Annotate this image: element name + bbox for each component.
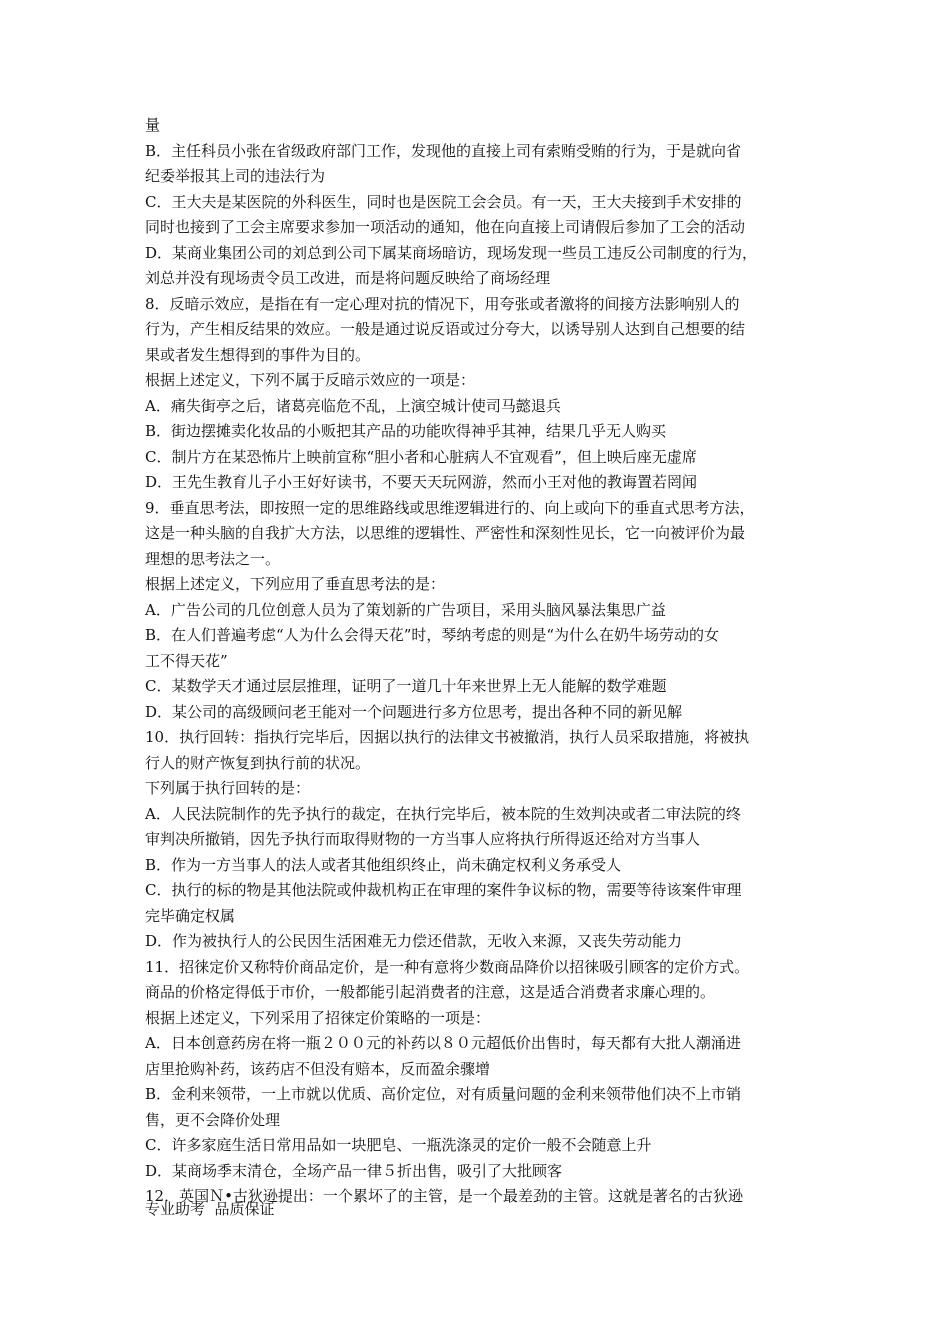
text-line: C．执行的标的物是其他法院或仲裁机构正在审理的案件争议标的物，需要等待该案件审理 bbox=[145, 881, 742, 899]
text-line: 根据上述定义，下列不属于反暗示效应的一项是： bbox=[145, 371, 476, 389]
text-line: A．日本创意药房在将一瓶２００元的补药以８０元超低价出售时，每天都有大批人潮涌进 bbox=[145, 1034, 741, 1052]
text-line: C．制片方在某恐怖片上映前宣称“胆小者和心脏病人不宜观看”，但上映后座无虚席 bbox=[145, 447, 697, 466]
text-line: 11．招徕定价又称特价商品定价，是一种有意将少数商品降价以招徕吸引顾客的定价方式。 bbox=[145, 957, 750, 976]
text-line: D．某商场季末清仓，全场产品一律５折出售，吸引了大批顾客 bbox=[145, 1161, 563, 1180]
text-line: 10．执行回转：指执行完毕后，因据以执行的法律文书被撤消，执行人员采取措施，将被执 bbox=[145, 728, 750, 746]
document-body bbox=[145, 113, 811, 1210]
text-line: 行人的财产恢复到执行前的状况。 bbox=[145, 753, 371, 772]
text-line: B．主任科员小张在省级政府部门工作，发现他的直接上司有索贿受贿的行为，于是就向省 bbox=[145, 141, 742, 160]
text-line: C．许多家庭生活日常用品如一块肥皂、一瓶洗涤灵的定价一般不会随意上升 bbox=[145, 1136, 652, 1154]
text-line: 同时也接到了工会主席要求参加一项活动的通知，他在向直接上司请假后参加了工会的活动 bbox=[145, 218, 746, 236]
text-line: 审判决所撤销，因先予执行而取得财物的一方当事人应将执行所得返还给对方当事人 bbox=[145, 830, 701, 848]
text-line: 根据上述定义，下列采用了招徕定价策略的一项是： bbox=[145, 1008, 491, 1027]
text-line: 完毕确定权属 bbox=[145, 906, 236, 925]
text-line: 纪委举报其上司的违法行为 bbox=[145, 167, 326, 185]
text-line: C．某数学天才通过层层推理，证明了一道几十年来世界上无人能解的数学难题 bbox=[145, 677, 667, 695]
text-line: B．作为一方当事人的法人或者其他组织终止，尚未确定权利义务承受人 bbox=[145, 855, 622, 874]
text-line: 售，更不会降价处理 bbox=[145, 1110, 281, 1129]
text-line: 9．垂直思考法，即按照一定的思维路线或思维逻辑进行的、向上或向下的垂直式思考方法， bbox=[145, 498, 755, 517]
text-line: 行为，产生相反结果的效应。一般是通过说反语或过分夸大，以诱导别人达到自己想要的结 bbox=[145, 320, 746, 338]
text-line: 根据上述定义，下列应用了垂直思考法的是： bbox=[145, 575, 446, 593]
text-line: D．某商业集团公司的刘总到公司下属某商场暗访，现场发现一些员工违反公司制度的行为， bbox=[145, 243, 758, 262]
text-line: A．人民法院制作的先予执行的裁定，在执行完毕后，被本院的生效判决或者二审法院的终 bbox=[145, 804, 741, 823]
text-line: B．在人们普遍考虑“人为什么会得天花”时，琴纳考虑的则是“为什么在奶牛场劳动的女 bbox=[145, 626, 720, 644]
text-line: A．痛失街亭之后，诸葛亮临危不乱，上演空城计使司马懿退兵 bbox=[145, 396, 561, 415]
page-footer: 专业助考 品质保证 bbox=[145, 1200, 275, 1218]
text-line: 刘总并没有现场责令员工改进，而是将问题反映给了商场经理 bbox=[145, 269, 551, 287]
text-line: 8．反暗示效应，是指在有一定心理对抗的情况下，用夸张或者激将的间接方法影响别人的 bbox=[145, 294, 740, 313]
text-line: D．某公司的高级顾问老王能对一个问题进行多方位思考，提出各种不同的新见解 bbox=[145, 702, 683, 721]
text-line: 果或者发生想得到的事件为目的。 bbox=[145, 345, 371, 364]
text-line: 工不得天花” bbox=[145, 651, 228, 670]
text-line: D．王先生教育儿子小王好好读书，不要天天玩网游，然而小王对他的教诲置若罔闻 bbox=[145, 473, 698, 491]
text-line: 这是一种头脑的自我扩大方法，以思维的逻辑性、严密性和深刻性见长，它一向被评价为最 bbox=[145, 524, 746, 542]
text-line: 量 bbox=[145, 116, 161, 134]
text-line: A．广告公司的几位创意人员为了策划新的广告项目，采用头脑风暴法集思广益 bbox=[145, 600, 666, 619]
text-line: 理想的思考法之一。 bbox=[145, 549, 281, 568]
text-line: 12．英国Ｎ•古狄逊提出：一个累坏了的主管，是一个最差劲的主管。这就是著名的古狄逊 bbox=[145, 1187, 743, 1205]
text-line: 下列属于执行回转的是： bbox=[145, 779, 311, 797]
text-line: C．王大夫是某医院的外科医生，同时也是医院工会会员。有一天，王大夫接到手术安排的 bbox=[145, 192, 742, 211]
text-line: D．作为被执行人的公民因生活困难无力偿还借款，无收入来源，又丧失劳动能力 bbox=[145, 932, 683, 950]
text-line: B．金利来领带，一上市就以优质、高价定位，对有质量问题的金利来领带他们决不上市销 bbox=[145, 1085, 742, 1103]
text-line: B．街边摆摊卖化妆品的小贩把其产品的功能吹得神乎其神，结果几乎无人购买 bbox=[145, 422, 667, 440]
text-line: 商品的价格定得低于市价，一般都能引起消费者的注意，这是适合消费者求廉心理的。 bbox=[145, 983, 716, 1001]
text-line: 店里抢购补药，该药店不但没有赔本，反而盈余骤增 bbox=[145, 1059, 491, 1078]
